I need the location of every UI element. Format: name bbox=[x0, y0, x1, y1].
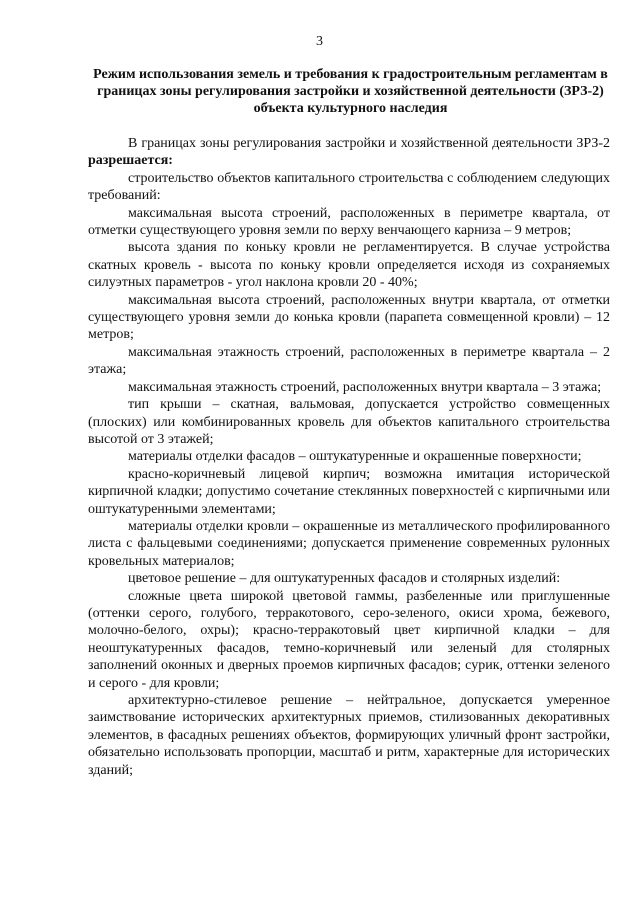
paragraph: архитектурно-стилевое решение – нейтральное, допускается умеренное заимствование исторических архитектурных приемов, стилизованных декоративных элементов, в фасадных решениях объектов, формирующих уличный фронт застройки, обязательно использовать пропорции, масштаб и ритм, характерные для исторических зданий; bbox=[88, 693, 610, 778]
paragraph: сложные цвета широкой цветовой гаммы, разбеленные или приглушенные (оттенки серого, голубого, терракотового, серо-зеленого, окиси хрома, бежевого, молочно-белого, охры); красно-терракотовый цвет кирпичной кладки – для неоштукатуренных фасадов, темно-коричневый или зеленый для столярных заполнений оконных и дверных проемов кирпичных фасадов; сурик, оттенки зеленого и серого - для кровли; bbox=[88, 588, 610, 691]
paragraph: максимальная этажность строений, расположенных в периметре квартала – 2 этажа; bbox=[88, 344, 610, 378]
paragraph: красно-коричневый лицевой кирпич; возможна имитация исторической кирпичной кладки; допустимо сочетание стеклянных поверхностей с кирпичными или оштукатуренными элементами; bbox=[88, 466, 610, 517]
paragraph: максимальная высота строений, расположенных внутри квартала, от отметки существующего уровня земли до конька кровли (парапета совмещенной кровли) – 12 метров; bbox=[88, 292, 610, 343]
paragraph: материалы отделки фасадов – оштукатуренные и окрашенные поверхности; bbox=[128, 449, 582, 465]
intro-emphasis: разрешается: bbox=[88, 153, 173, 169]
paragraph: тип крыши – скатная, вальмовая, допускается устройство совмещенных (плоских) или комбинированных кровель для объектов капитального строительства высотой от 3 этажей; bbox=[88, 397, 610, 447]
document-body bbox=[88, 135, 610, 779]
paragraph: материалы отделки кровли – окрашенные из металлического профилированного листа с фальцевыми соединениями; допускается применение современных рулонных кровельных материалов; bbox=[88, 518, 610, 569]
paragraph: строительство объектов капитального строительства с соблюдением следующих требований: bbox=[88, 170, 610, 204]
paragraph: максимальная этажность строений, расположенных внутри квартала – 3 этажа; bbox=[128, 379, 602, 395]
intro-text: В границах зоны регулирования застройки и хозяйственной деятельности ЗРЗ-2 bbox=[128, 136, 610, 151]
paragraph: максимальная высота строений, расположенных в периметре квартала, от отметки существующего уровня земли по верху венчающего карниза – 9 метров; bbox=[88, 205, 610, 239]
document-title: Режим использования земель и требования к градостроительным регламентам в границах зоны регулирования застройки и хозяйственной деятельности (ЗРЗ-2) объекта культурного наследия bbox=[93, 67, 608, 116]
page-number: 3 bbox=[316, 34, 323, 49]
intro-paragraph bbox=[88, 135, 610, 170]
paragraph: цветовое решение – для оштукатуренных фасадов и столярных изделий: bbox=[128, 571, 561, 587]
paragraph: высота здания по коньку кровли не регламентируется. В случае устройства скатных кровель - высота по коньку кровли определяется исходя из сохраняемых силуэтных параметров - угол наклона кровли 20 - 40%; bbox=[88, 240, 610, 291]
